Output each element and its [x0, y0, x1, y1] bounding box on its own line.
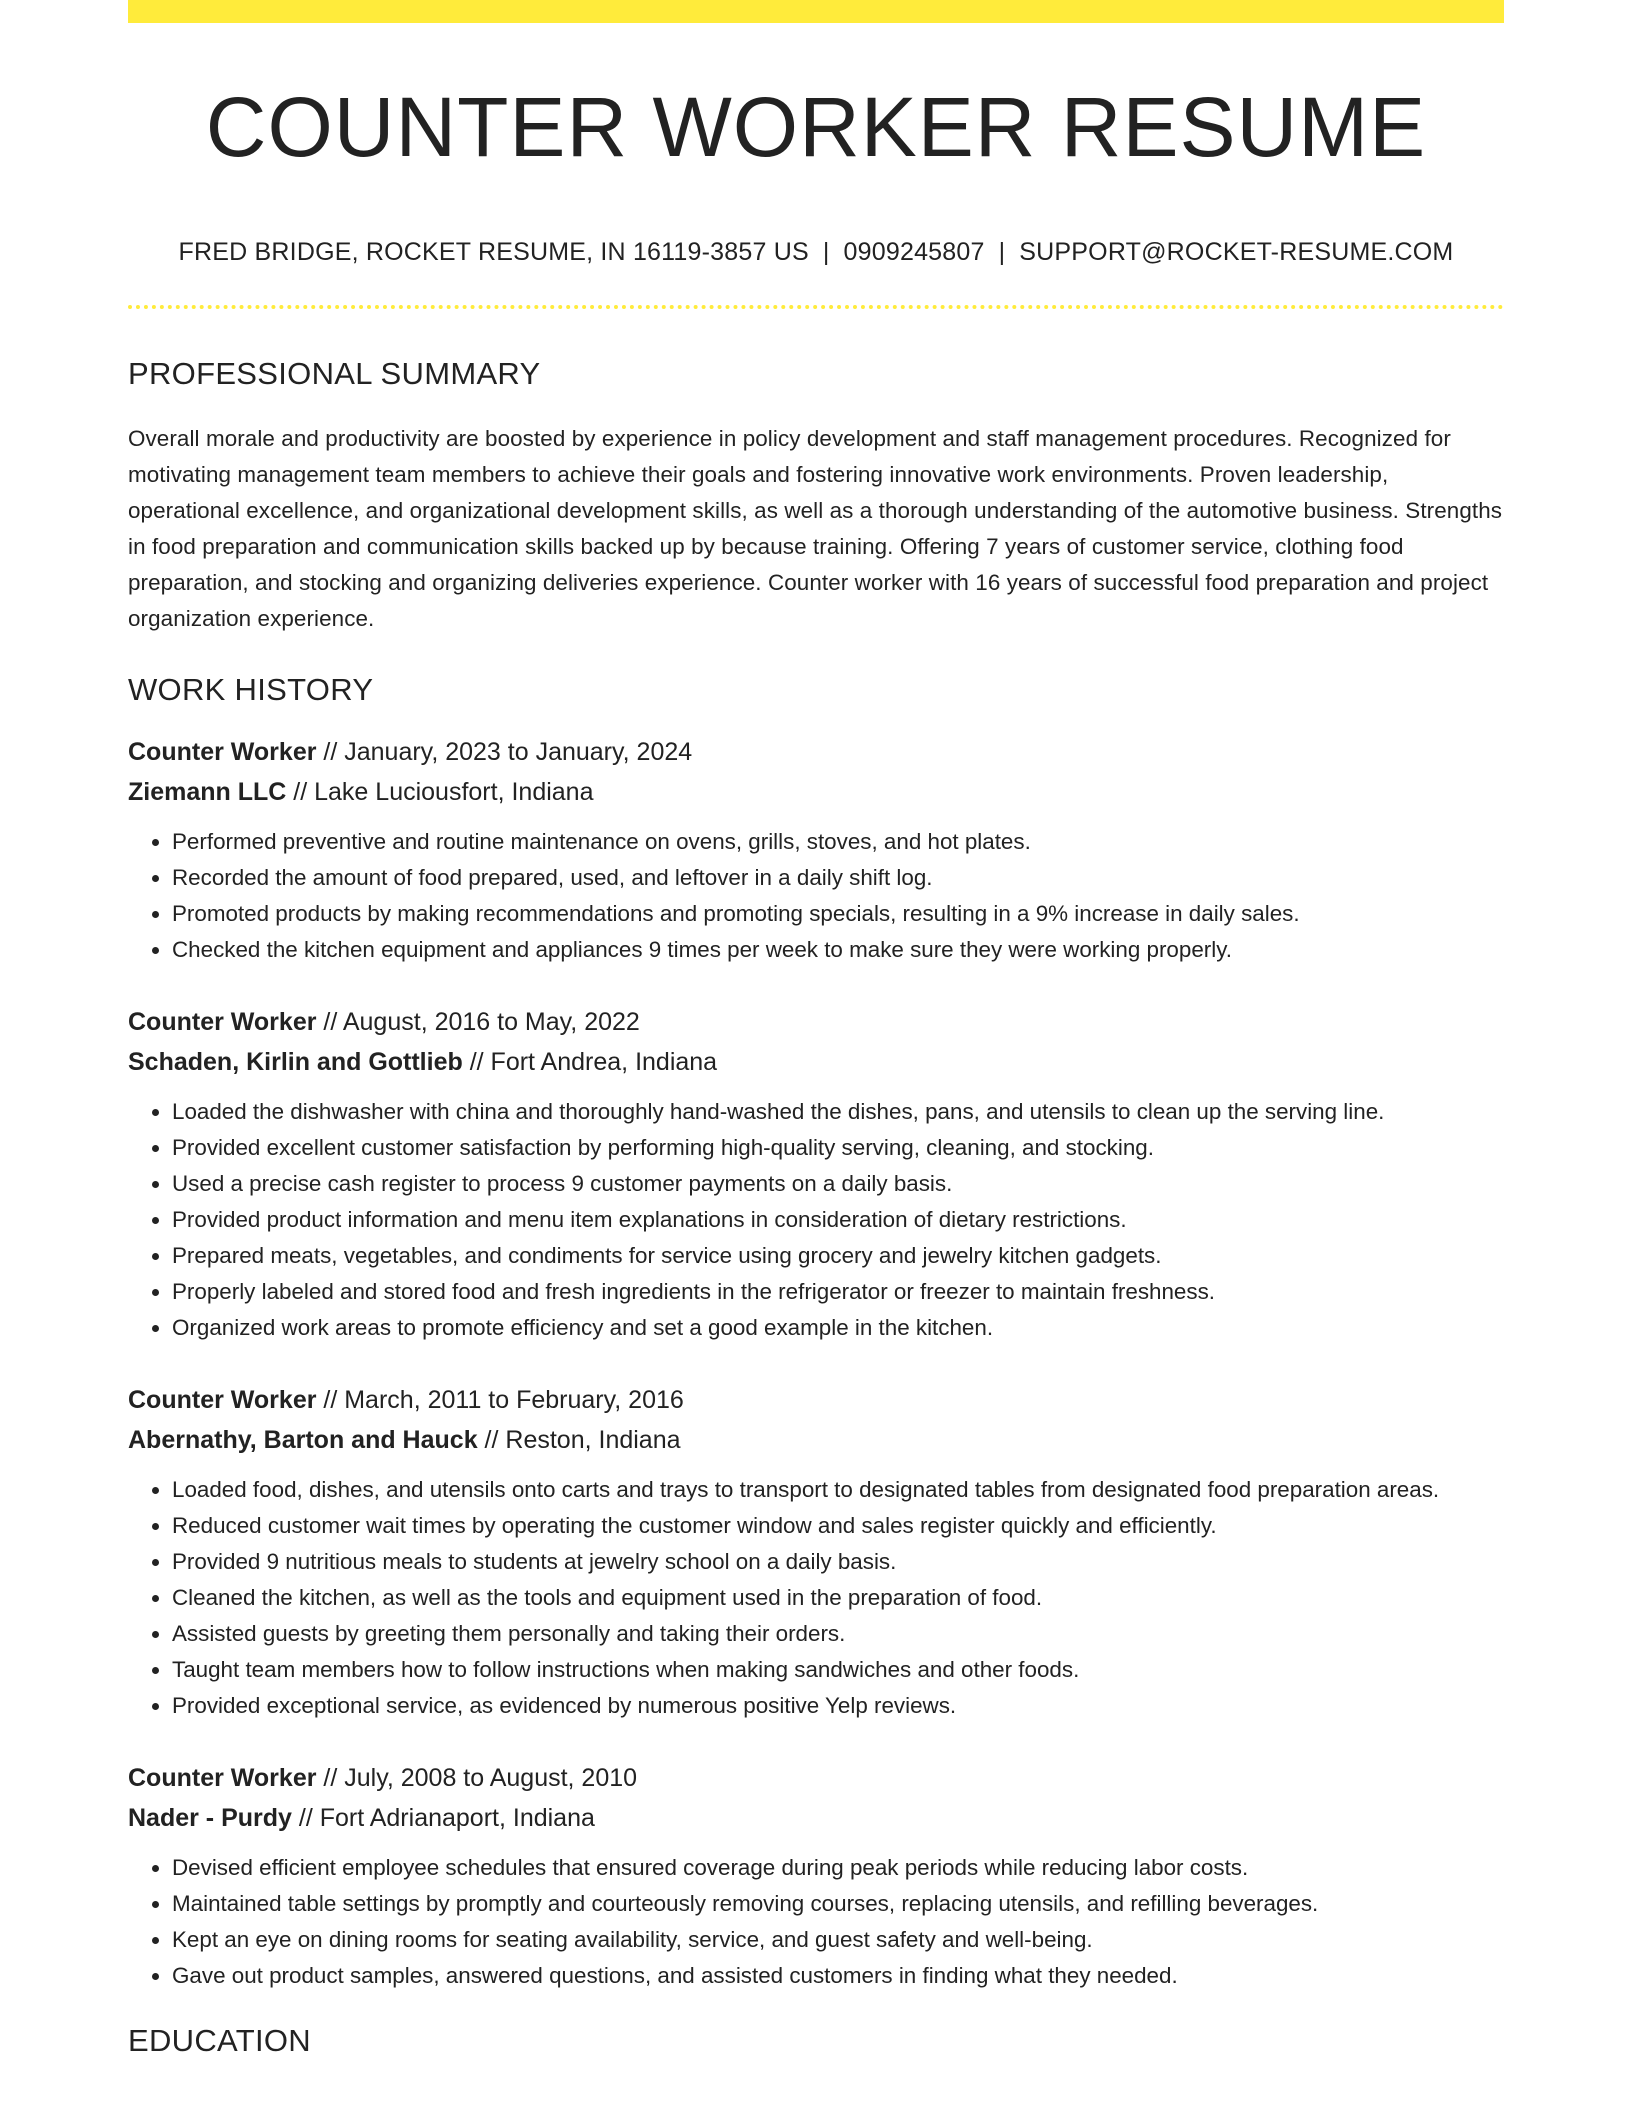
- summary-heading: PROFESSIONAL SUMMARY: [128, 356, 541, 392]
- job-entry: [128, 1002, 1504, 1346]
- page-title: COUNTER WORKER RESUME: [205, 80, 1427, 174]
- job-bullet: • Provided excellent customer satisfaction by performing high-quality serving, cleaning, and stocking.: [172, 1130, 1504, 1166]
- work-history-list: [128, 732, 1504, 1994]
- job-title: Counter Worker: [128, 737, 317, 766]
- job-company-line: [128, 772, 1504, 812]
- job-bullet: • Maintained table settings by promptly and courteously removing courses, replacing utensils, and refilling beverages.: [172, 1886, 1504, 1922]
- job-bullet: • Taught team members how to follow instructions when making sandwiches and other foods.: [172, 1652, 1504, 1688]
- contact-phone: 0909245807: [843, 238, 985, 267]
- job-bullet: • Loaded food, dishes, and utensils onto carts and trays to transport to designated tables from designated food preparation areas.: [172, 1472, 1504, 1508]
- job-entry: [128, 1758, 1504, 1994]
- job-bullet: • Used a precise cash register to process 9 customer payments on a daily basis.: [172, 1166, 1504, 1202]
- job-bullet: • Gave out product samples, answered questions, and assisted customers in finding what they needed.: [172, 1958, 1504, 1994]
- job-company: Nader - Purdy: [128, 1803, 292, 1832]
- job-company: Schaden, Kirlin and Gottlieb: [128, 1047, 463, 1076]
- contact-address: FRED BRIDGE, ROCKET RESUME, IN 16119-3857 US: [178, 238, 809, 267]
- job-title: Counter Worker: [128, 1385, 317, 1414]
- job-bullet: • Promoted products by making recommendations and promoting specials, resulting in a 9% increase in daily sales.: [172, 896, 1504, 932]
- job-bullet: • Devised efficient employee schedules that ensured coverage during peak periods while reducing labor costs.: [172, 1850, 1504, 1886]
- job-bullet: • Provided product information and menu item explanations in consideration of dietary restrictions.: [172, 1202, 1504, 1238]
- job-bullet: • Recorded the amount of food prepared, used, and leftover in a daily shift log.: [172, 860, 1504, 896]
- job-location: // Lake Luciousfort, Indiana: [286, 777, 594, 806]
- job-company-line: [128, 1042, 1504, 1082]
- job-company: Ziemann LLC: [128, 777, 287, 806]
- work-history-heading: WORK HISTORY: [128, 671, 374, 707]
- contact-separator: |: [998, 238, 1006, 267]
- job-bullet: • Organized work areas to promote efficiency and set a good example in the kitchen.: [172, 1310, 1504, 1346]
- job-title-line: [128, 1002, 1504, 1042]
- education-heading: EDUCATION: [128, 2022, 311, 2058]
- top-accent-bar: [128, 0, 1504, 23]
- job-dates: // March, 2011 to February, 2016: [316, 1385, 684, 1414]
- section-divider: [128, 305, 1504, 309]
- job-bullet: • Prepared meats, vegetables, and condiments for service using grocery and jewelry kitchen gadgets.: [172, 1238, 1504, 1274]
- job-bullet: • Loaded the dishwasher with china and thoroughly hand-washed the dishes, pans, and utensils to clean up the serving line.: [172, 1094, 1504, 1130]
- resume-page: [128, 0, 1504, 2059]
- job-title-line: [128, 1758, 1504, 1798]
- contact-email: SUPPORT@ROCKET-RESUME.COM: [1019, 238, 1454, 267]
- job-title: Counter Worker: [128, 1763, 317, 1792]
- job-dates: // January, 2023 to January, 2024: [316, 737, 693, 766]
- job-dates: // August, 2016 to May, 2022: [316, 1007, 640, 1036]
- job-bullet: • Assisted guests by greeting them personally and taking their orders.: [172, 1616, 1504, 1652]
- job-bullet-list: [128, 1094, 1504, 1346]
- job-bullet: • Checked the kitchen equipment and appliances 9 times per week to make sure they were working properly.: [172, 932, 1504, 968]
- job-bullet-list: [128, 1850, 1504, 1994]
- job-bullet: • Properly labeled and stored food and fresh ingredients in the refrigerator or freezer to maintain freshness.: [172, 1274, 1504, 1310]
- job-entry: [128, 732, 1504, 968]
- job-title: Counter Worker: [128, 1007, 317, 1036]
- contact-separator: |: [822, 238, 830, 267]
- job-company-line: [128, 1798, 1504, 1838]
- job-bullet: • Provided exceptional service, as evidenced by numerous positive Yelp reviews.: [172, 1688, 1504, 1724]
- job-location: // Fort Adrianaport, Indiana: [291, 1803, 595, 1832]
- job-bullet: • Performed preventive and routine maintenance on ovens, grills, stoves, and hot plates.: [172, 824, 1504, 860]
- job-bullet: • Kept an eye on dining rooms for seating availability, service, and guest safety and well-being.: [172, 1922, 1504, 1958]
- job-bullet-list: [128, 1472, 1504, 1724]
- job-title-line: [128, 732, 1504, 772]
- summary-text: Overall morale and productivity are boosted by experience in policy development and staff management procedures. Recognized for motivating management team members to achieve their goals and fostering innovative work environments. Proven leadership, operational excellence, and organizational development skills, as well as a thorough understanding of the automotive business. Strengths in food preparation and communication skills backed up by because training. Offering 7 years of customer service, clothing food preparation, and stocking and organizing deliveries experience. Counter worker with 16 years of successful food preparation and project organization experience.: [128, 425, 1503, 631]
- job-entry: [128, 1380, 1504, 1724]
- job-dates: // July, 2008 to August, 2010: [316, 1763, 638, 1792]
- job-company: Abernathy, Barton and Hauck: [128, 1425, 478, 1454]
- job-bullet: • Cleaned the kitchen, as well as the tools and equipment used in the preparation of food.: [172, 1580, 1504, 1616]
- job-location: // Fort Andrea, Indiana: [462, 1047, 718, 1076]
- job-company-line: [128, 1420, 1504, 1460]
- job-bullet-list: [128, 824, 1504, 968]
- job-title-line: [128, 1380, 1504, 1420]
- job-bullet: • Provided 9 nutritious meals to students at jewelry school on a daily basis.: [172, 1544, 1504, 1580]
- job-bullet: • Reduced customer wait times by operating the customer window and sales register quickly and efficiently.: [172, 1508, 1504, 1544]
- job-location: // Reston, Indiana: [477, 1425, 681, 1454]
- contact-line: [128, 237, 1504, 267]
